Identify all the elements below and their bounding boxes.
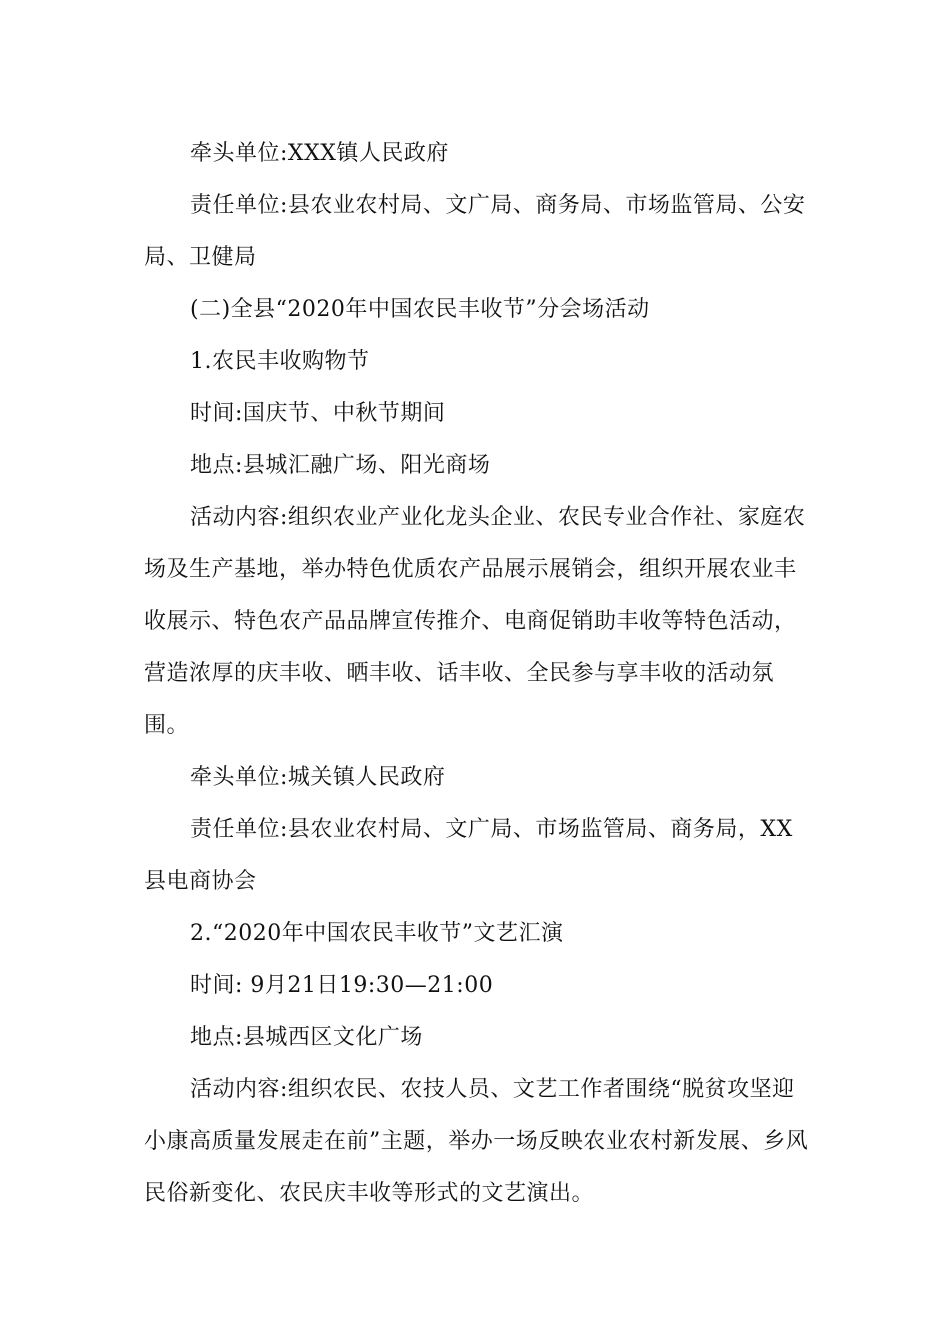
subsection-heading: 2.“2020年中国农民丰收节”文艺汇演 [190,921,564,946]
time-paragraph: 时间:国庆节、中秋节期间 [190,401,446,426]
section-heading: (二)全县“2020年中国农民丰收节”分会场活动 [190,297,650,322]
time-paragraph: 时间: 9月21日19:30—21:00 [190,973,494,998]
document-page [144,128,809,1220]
lead-unit-paragraph: 牵头单位:XXX镇人民政府 [190,141,449,166]
location-paragraph: 地点:县城汇融广场、阳光商场 [190,453,491,478]
location-paragraph: 地点:县城西区文化广场 [190,1025,423,1050]
responsible-unit-paragraph: 责任单位:县农业农村局、文广局、市场监管局、商务局，XX县电商协会 [144,817,793,894]
responsible-unit-paragraph: 责任单位:县农业农村局、文广局、商务局、市场监管局、公安局、卫健局 [144,193,806,270]
activity-content-paragraph: 活动内容:组织农民、农技人员、文艺工作者围绕“脱贫攻坚迎小康高质量发展走在前”主题，举办一场反映农业农村新发展、乡风民俗新变化、农民庆丰收等形式的文艺演出。 [144,1077,809,1206]
activity-content-paragraph: 活动内容:组织农业产业化龙头企业、农民专业合作社、家庭农场及生产基地，举办特色优质农产品展示展销会，组织开展农业丰收展示、特色农产品品牌宣传推介、电商促销助丰收等特色活动，营造浓厚的庆丰收、晒丰收、话丰收、全民参与享丰收的活动氛围。 [144,505,806,738]
subsection-heading: 1.农民丰收购物节 [190,349,370,374]
lead-unit-paragraph: 牵头单位:城关镇人民政府 [190,765,446,790]
